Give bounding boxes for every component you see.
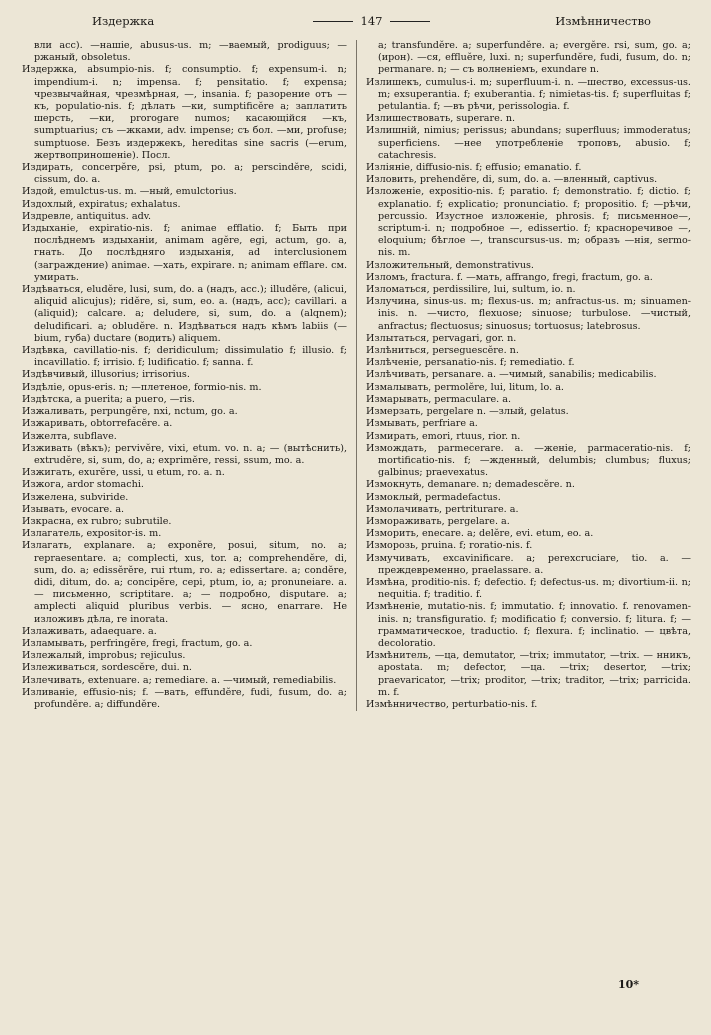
dictionary-entry: Излежалый, improbus; rejiculus.	[22, 650, 186, 662]
dictionary-entry: Излѣченіе, persanatio-nis. f; remediatio. f.	[366, 357, 575, 369]
dictionary-entry: Измирать, emori, rtuus, rior. n.	[366, 430, 521, 442]
dictionary-entry: a; transfundĕre. a; superfundĕre. a; evergĕre. rsi, sum, go. a; (ирон). —ся, effluĕre, luxi. n; superfundĕre, fudi, fusum, do. n; permanare. n; — съ волненіемъ, exundare n.	[378, 40, 691, 76]
dictionary-entry: Излытаться, pervagari, gor. n.	[366, 332, 517, 344]
dictionary-entry: Издыханіе, expiratio-nis. f; animae efflatio. f; Быть при послѣднемъ издыханіи, animam agĕre, egi, actum, go. a, гнать. До послѣдняго издыханія, ad interclusionem (заграждение) animae. —хать, expirare. n; animam efflare. см. умирать.	[22, 223, 347, 283]
dictionary-entry: Излишній, nimius; perissus; abundans; superfluus; immoderatus; superficiens. —нее употребленіе троповъ, abusio. f; catachresis.	[366, 125, 691, 161]
dictionary-entry: Изморозь, pruina. f; roratio-nis. f.	[366, 540, 533, 552]
dictionary-entry: Измарывать, permaculare. a.	[366, 393, 512, 405]
dictionary-entry: Измѣненіе, mutatio-nis. f; immutatio. f; innovatio. f. renovamen-inis. n; transfiguratio. f; modificatio f; conversio. f; litura. f; —грамматическое, traductio. f; flexura. f; inclinatio. — цвѣта, decoloratio.	[366, 601, 691, 649]
dictionary-entry: Изломаться, perdissilire, lui, sultum, io. n.	[366, 284, 576, 296]
dictionary-entry: Издѣвчивый, illusorius; irrisorius.	[22, 369, 190, 381]
dictionary-entry: Изловить, prehendĕre, di, sum, do. a. —вленный, captivus.	[366, 174, 658, 186]
dictionary-entry: Изломъ, fractura. f. —мать, affrango, fregi, fractum, go. a.	[366, 271, 653, 283]
left-column	[22, 40, 356, 711]
dictionary-entry: Измѣнитель, —ца, demutator, —trix; immutator, —trix. — нникъ, apostata. m; defector, —ца. —trix; desertor, —trix; praevaricator, —trix; proditor, —trix; traditor, —trix; parricida. m. f.	[366, 650, 691, 698]
dictionary-entry: Изламывать, perfringĕre, fregi, fractum, go. a.	[22, 637, 253, 649]
dictionary-entry: Измождать, parmecerare. a. —женіе, parmaceratio-nis. f; mortificatio-nis. f; —жденный, delumbis; clumbus; fluxus; galbinus; praevexatus.	[366, 442, 691, 479]
dictionary-entry: Издержка, absumpio-nis. f; consumptio. f; expensum-i. n; impendium-i. n; impensa. f; pensitatio. f; expensa; чрезвычайная, чрезмѣрная, —, insania. f; разорение отъ —къ, populatio-nis. f; дѣлать —ки, sumptificĕre a; заплатить шерсть, —ки, prorogare numos; касающійся —къ, sumptuarius; съ —жками, adv. impense; съ бол. —ми, profuse; sumptuose. Безъ издержекъ, hereditas sine sacris (—erum, жертвоприношеніе). Посл.	[22, 64, 347, 161]
header-first-word: Издержка	[92, 14, 155, 28]
dictionary-entry: Изжелена, subviride.	[22, 491, 129, 503]
dictionary-entry: Изжелта, subflave.	[22, 430, 117, 442]
dictionary-entry: Издревле, antiquitus. adv.	[22, 210, 152, 222]
dictionary-entry: Излучина, sinus-us. m; flexus-us. m; anfractus-us. m; sinuamen-inis. n. —чисто, flexuose; sinuose; turbulose. —чистый, anfractus; flectuosus; sinuosus; tortuosus; latebrosus.	[366, 296, 691, 332]
dictionary-entry: Излеживаться, sordescĕre, dui. n.	[22, 662, 192, 674]
dictionary-entry: Измѣнничество, perturbatio-nis. f.	[366, 698, 538, 710]
running-head	[22, 12, 691, 30]
signature-mark: 10*	[617, 978, 639, 991]
two-column-body	[22, 40, 691, 711]
dictionary-entry: Излѣчивать, persanare. a. —чимый, sanabilis; medicabilis.	[366, 369, 657, 381]
page-number	[313, 14, 431, 28]
dictionary-entry: Измывать, perfriare a.	[366, 418, 478, 430]
dictionary-entry: Изливаніе, effusio-nis; f. —вать, effundĕre, fudi, fusum, do. a; profundĕre. a; diffundĕre.	[22, 686, 347, 710]
dictionary-entry: Изморaживать, pergelare. a.	[366, 515, 510, 527]
dictionary-entry: Издохлый, expiratus; exhalatus.	[22, 198, 181, 210]
header-rule-left	[313, 21, 353, 22]
dictionary-entry: Изживать (вѣкъ); pervivĕre, vixi, etum. vo. n. a; — (вытѣснить), extrudĕre, si, sum, do, a; exprimĕre, ressi, ssum, mo. a.	[22, 442, 347, 466]
dictionary-entry: Издѣваться, eludĕre, lusi, sum, do. a (надъ, асс.); illudĕre, (alicui, aliquid alicujus); ridĕre, si, sum, eo. a. (надъ, асс); cavillari. a (aliquid); calcare. a; deludere, si, sum, do. a (alqnem); deludificari. a; obludĕre. n. Издѣваться надъ кѣмъ labiis (—bium, губа) ductare (водить) aliquem.	[22, 284, 347, 344]
dictionary-entry: Изжога, ardor stomachi.	[22, 479, 144, 491]
dictionary-entry: Измѣна, proditio-nis. f; defectio. f; defectus-us. m; divortium-ii. n; nequitia. f; traditio. f.	[366, 576, 691, 601]
dictionary-entry: Излишествовать, superare. n.	[366, 113, 516, 125]
dictionary-entry: Изморить, enecare. a; delĕre, evi. etum, eo. a.	[366, 528, 594, 540]
dictionary-entry: Излагатель, expositor-is. m.	[22, 528, 162, 540]
dictionary-entry: Издѣвка, cavillatio-nis. f; deridiculum; dissimulatio f; illusio. f; incavillatio. f; irrisio. f; ludificatio. f; sanna. f.	[22, 345, 347, 369]
dictionary-entry: Изжаливать, perpungĕre, nxi, nctum, go. a.	[22, 406, 238, 418]
dictionary-entry: Измучивать, exсavinificare. a; perexcruciare, tio. a. —преждевременно, praelassare. a.	[366, 552, 691, 576]
header-last-word: Измѣнничество	[555, 14, 651, 28]
dictionary-entry: Изліяніе, diffusio-nis. f; effusio; emanatio. f.	[366, 162, 582, 174]
dictionary-entry: Изложеніе, expositio-nis. f; paratio. f; demonstratio. f; dictio. f; explanatio. f; explicatio; pronunciatio. f; propositio. f; —рѣчи, percussio. Изустное изложеніе, phrosis. f; письменное—, scriptum-i. n; подробное —, edissertio. f; красноречивое —, eloquium; бѣглое —, transcursus-us. m; образъ —нія, sermo-nis. m.	[366, 186, 691, 259]
dictionary-entry: Измоклый, permadefactus.	[366, 491, 501, 503]
dictionary-entry: вли асс). —нашіе, abusus-us. m; —ваемый, prodiguus; —ржаный, obsoletus.	[34, 40, 347, 64]
dictionary-entry: Изложительный, demonstrativus.	[366, 259, 534, 271]
dictionary-entry: Излишекъ, cumulus-i. m; superfluum-i. n. —шество, excessus-us. m; exsuperantia. f; exuberantia. f; nimietas-tis. f; superfluitas f; petulantia. f; —въ рѣчи, perissologia. f.	[366, 76, 691, 113]
dictionary-entry: Излаживать, adaequare. a.	[22, 625, 157, 637]
dictionary-entry: Издѣтска, a puerita; a pueгo, —ris.	[22, 393, 195, 405]
dictionary-entry: Измолачивать, pertriturare. a.	[366, 503, 519, 515]
dictionary-entry: Измерзать, pergelare n. —злый, gelatus.	[366, 406, 569, 418]
dictionary-entry: Излечивать, extenuare. a; remediare. a. —чимый, remediabilis.	[22, 674, 337, 686]
dictionary-entry: Изжаривать, obtorrefacĕre. a.	[22, 418, 173, 430]
dictionary-entry: Измалывать, permolĕre, lui, litum, lo. a.	[366, 381, 564, 393]
header-rule-right	[390, 21, 430, 22]
dictionary-entry: Изкрасна, ex rubro; subrutile.	[22, 515, 172, 527]
dictionary-entry: Измокнуть, demanare. n; demadescĕre. n.	[366, 479, 575, 491]
dictionary-entry: Издѣліе, opus-eris. n; —плетеное, formio-nis. m.	[22, 381, 262, 393]
dictionary-entry: Излѣниться, perseguescĕre. n.	[366, 345, 519, 357]
dictionary-entry: Издирать, concerpĕre, psi, ptum, po. a; perscindĕre, scidi, cissum, do. a.	[22, 162, 347, 186]
dictionary-entry: Изывать, evocare. a.	[22, 503, 125, 515]
right-column	[356, 40, 691, 711]
page-number-text: 147	[360, 14, 383, 28]
dictionary-entry: Излагать, explanare. a; exponĕre, posui, situm, no. a; repraesentare. a; complecti, xus, tor. a; comprehendĕre, di, sum, do. a; edissĕrĕre, rui rtum, ro. a; edissertare. a; condĕre, didi, ditum, do. a; concipĕre, cepi, ptum, io, a; pronuneiare. a. — письменно, scriptitare. a; — подробно, disputare. a; amplecti aliquid pluribus verbis. — ясно, enarrare. Не изложивъ дѣла, re inorata.	[22, 540, 347, 625]
dictionary-entry: Изжигать, exurĕre, ussi, u etum, ro. a. n.	[22, 467, 225, 479]
dictionary-entry: Издой, emulctus-us. m. —ный, emulctorius.	[22, 186, 237, 198]
